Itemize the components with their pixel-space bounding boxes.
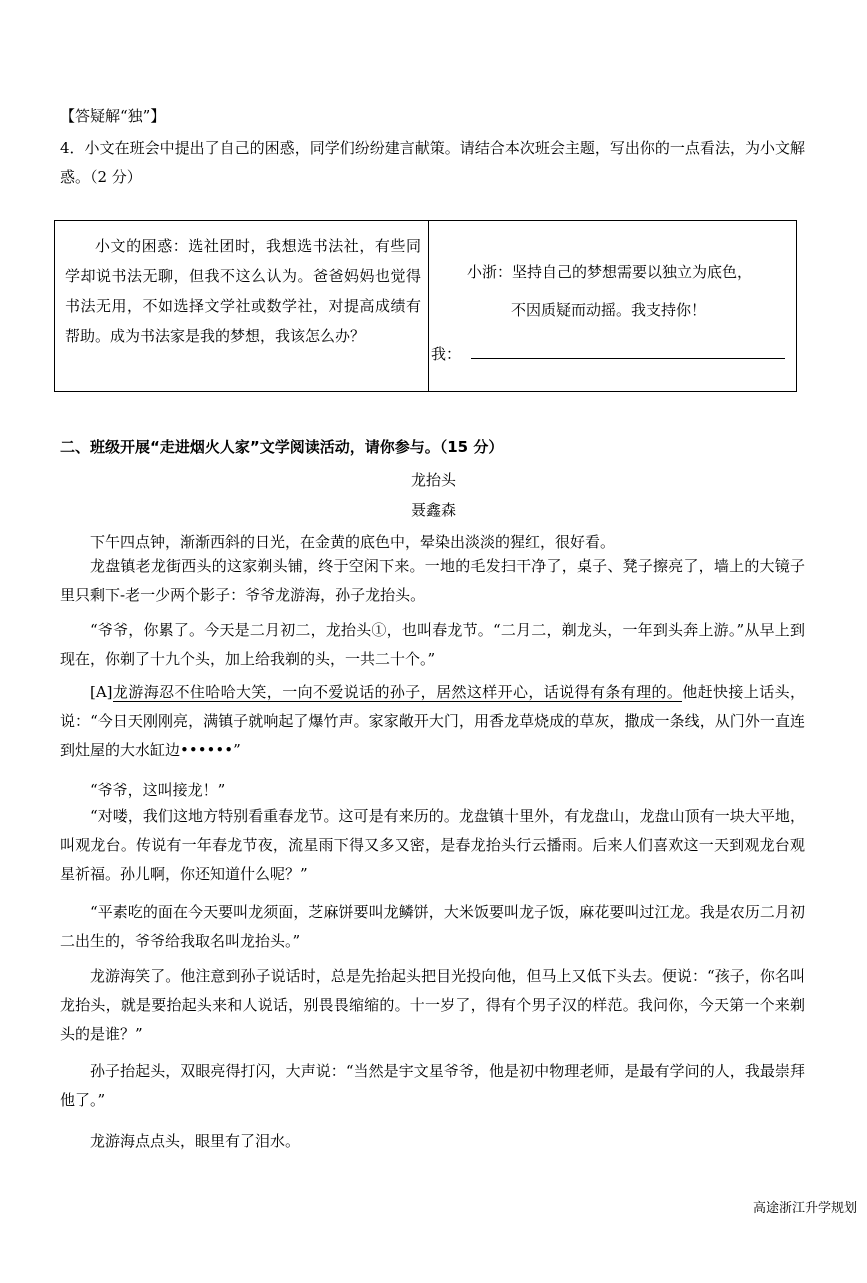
annotation-label-a: [A] [90,683,113,701]
paragraph-2: 龙盘镇老龙街西头的这家剃头铺，终于空闲下来。一地的毛发扫干净了，桌子、凳子擦亮了，墙上的大镜子里只剩下-老一少两个影子：爷爷龙游海，孙子龙抬头。 [60,557,805,604]
me-label: 我： [431,345,462,363]
paragraph-8: 龙游海笑了。他注意到孙子说话时，总是先抬起头把目光投向他，但马上又低下头去。便说：“孩子，你名叫龙抬头，就是要抬起头来和人说话，别畏畏缩缩的。十一岁了，得有个男子汉的样范。我问你，今天第一个来剃头的是谁？” [60,967,805,1043]
paragraph-1: 下午四点钟，渐渐西斜的日光，在金黄的底色中，晕染出淡淡的猩红，很好看。 [90,533,616,551]
story-title: 龙抬头 [410,471,456,489]
paragraph-10: 龙游海点点头，眼里有了泪水。 [90,1132,301,1150]
answer-line[interactable] [471,358,785,359]
footer-text: 高途浙江升学规划 [752,1201,857,1216]
paragraph-6: “对喽，我们这地方特别看重春龙节。这可是有来历的。龙盘镇十里外，有龙盘山，龙盘山顶有一块大平地，叫观龙台。传说有一年春龙节夜，流星雨下得又多又密，是春龙抬头行云播雨。后来人们喜欢这一天到观龙台观星祈福。孙儿啊，你还知道什么呢？” [60,807,805,883]
paragraph-4-rest: 他赶快接上话头，说：“今日天刚刚亮，满镇子就响起了爆竹声。家家敞开大门，用香龙草烧成的草灰，撒成一条线，从门外一直连到灶屋的大水缸边••••••” [60,683,805,759]
paragraph-3: “爷爷，你累了。今天是二月初二，龙抬头①，也叫春龙节。“二月二，剃龙头，一年到头奔上游。”从早上到现在，你剃了十九个头，加上给我剃的头，一共二十个。” [60,621,805,668]
paragraph-9: 孙子抬起头，双眼亮得打闪，大声说：“当然是宇文星爷爷，他是初中物理老师，是最有学问的人，我最崇拜他了。” [60,1062,805,1109]
table-divider [428,221,429,391]
xiaozhe-reply-line2: 不因质疑而动摇。我支持你！ [511,301,707,319]
question-4: 4．小文在班会中提出了自己的困惑，同学们纷纷建言献策。请结合本次班会主题，写出你的一点看法，为小文解惑。（2 分） [60,139,805,186]
section-answer-title: 【答疑解“独”】 [60,107,166,125]
answer-table [54,220,797,392]
paragraph-5: “爷爷，这叫接龙！” [90,781,226,799]
story-author: 聂鑫森 [410,501,456,519]
paragraph-7: “平素吃的面在今天要叫龙须面，芝麻饼要叫龙鳞饼，大米饭要叫龙子饭，麻花要叫过江龙。我是农历二月初二出生的，爷爷给我取名叫龙抬头。” [60,903,805,950]
xiaowen-confusion: 小文的困惑：选社团时，我想选书法社，有些同学却说书法无聊，但我不这么认为。爸爸妈妈也觉得书法无用，不如选择文学社或数学社，对提高成绩有帮助。成为书法家是我的梦想，我该怎么办？ [65,237,421,345]
xiaozhe-reply-line1: 小浙：坚持自己的梦想需要以独立为底色， [467,263,753,281]
section-2-title: 二、班级开展“走进烟火人家”文学阅读活动，请你参与。（15 分） [60,438,504,456]
paragraph-4 [60,678,805,765]
underlined-sentence-a: 龙游海忍不住哈哈大笑，一向不爱说话的孙子，居然这样开心，话说得有条有理的。 [112,683,683,701]
